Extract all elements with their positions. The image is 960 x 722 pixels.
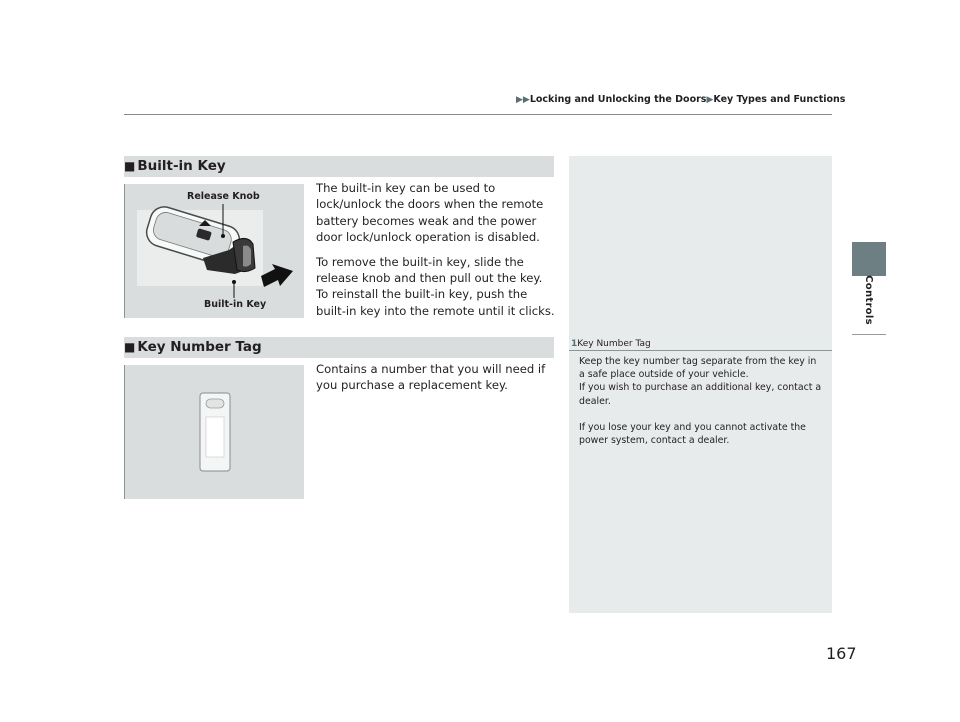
note-title bbox=[571, 339, 651, 349]
note-title-divider bbox=[569, 350, 832, 351]
section-heading-key-number-tag bbox=[124, 337, 554, 358]
pull-arrow-icon bbox=[261, 264, 293, 287]
breadcrumb-item-locking[interactable]: Locking and Unlocking the Doors bbox=[529, 94, 707, 105]
page-number: 167 bbox=[826, 644, 857, 663]
builtin-key-figure bbox=[124, 184, 304, 318]
breadcrumb-separator-icon: ▶ bbox=[706, 95, 714, 105]
section-heading-builtin-key bbox=[124, 156, 554, 177]
key-tag-body bbox=[316, 361, 556, 402]
builtin-paragraph-1: The built-in key can be used to lock/unlock the doors when the remote battery becomes weak and the power door lock/unlock operation is disabled. bbox=[316, 181, 544, 244]
key-tag-illustration bbox=[125, 365, 304, 499]
builtin-key-illustration bbox=[125, 184, 304, 318]
builtin-key-body bbox=[316, 180, 556, 327]
note-paragraph-2: If you lose your key and you cannot activate the power system, contact a dealer. bbox=[579, 421, 806, 447]
figure-label-release-knob: Release Knob bbox=[187, 191, 260, 202]
note-title-text: Key Number Tag bbox=[577, 339, 651, 349]
chapter-tab-divider bbox=[852, 334, 886, 335]
note-paragraph-1: Keep the key number tag separate from the key in a safe place outside of your vehicle. If you wish to purchase an additional key, contact a dealer. bbox=[579, 356, 822, 407]
key-tag-figure bbox=[124, 365, 304, 499]
heading-square-icon: ■ bbox=[124, 340, 136, 354]
chapter-tab-label[interactable]: Controls bbox=[863, 275, 874, 325]
section-heading-builtin-text: Built-in Key bbox=[137, 158, 226, 174]
heading-square-icon: ■ bbox=[124, 159, 136, 173]
builtin-paragraph-2: To remove the built-in key, slide the release knob and then pull out the key. To reinstall the built-in key, push the built-in key into the remote until it clicks. bbox=[316, 254, 555, 318]
note-body bbox=[579, 355, 825, 460]
header-divider bbox=[124, 114, 832, 115]
breadcrumb-item-key-types[interactable]: Key Types and Functions bbox=[713, 94, 846, 105]
key-number-tag-icon bbox=[200, 393, 230, 471]
note-ref-number: 1 bbox=[571, 339, 578, 349]
tag-paragraph-1: Contains a number that you will need if you purchase a replacement key. bbox=[316, 362, 546, 393]
breadcrumb-arrow-icon: ▶▶ bbox=[516, 95, 530, 105]
section-heading-tag-text: Key Number Tag bbox=[137, 339, 262, 355]
breadcrumb bbox=[516, 94, 845, 105]
figure-label-builtin-key: Built-in Key bbox=[204, 299, 267, 310]
